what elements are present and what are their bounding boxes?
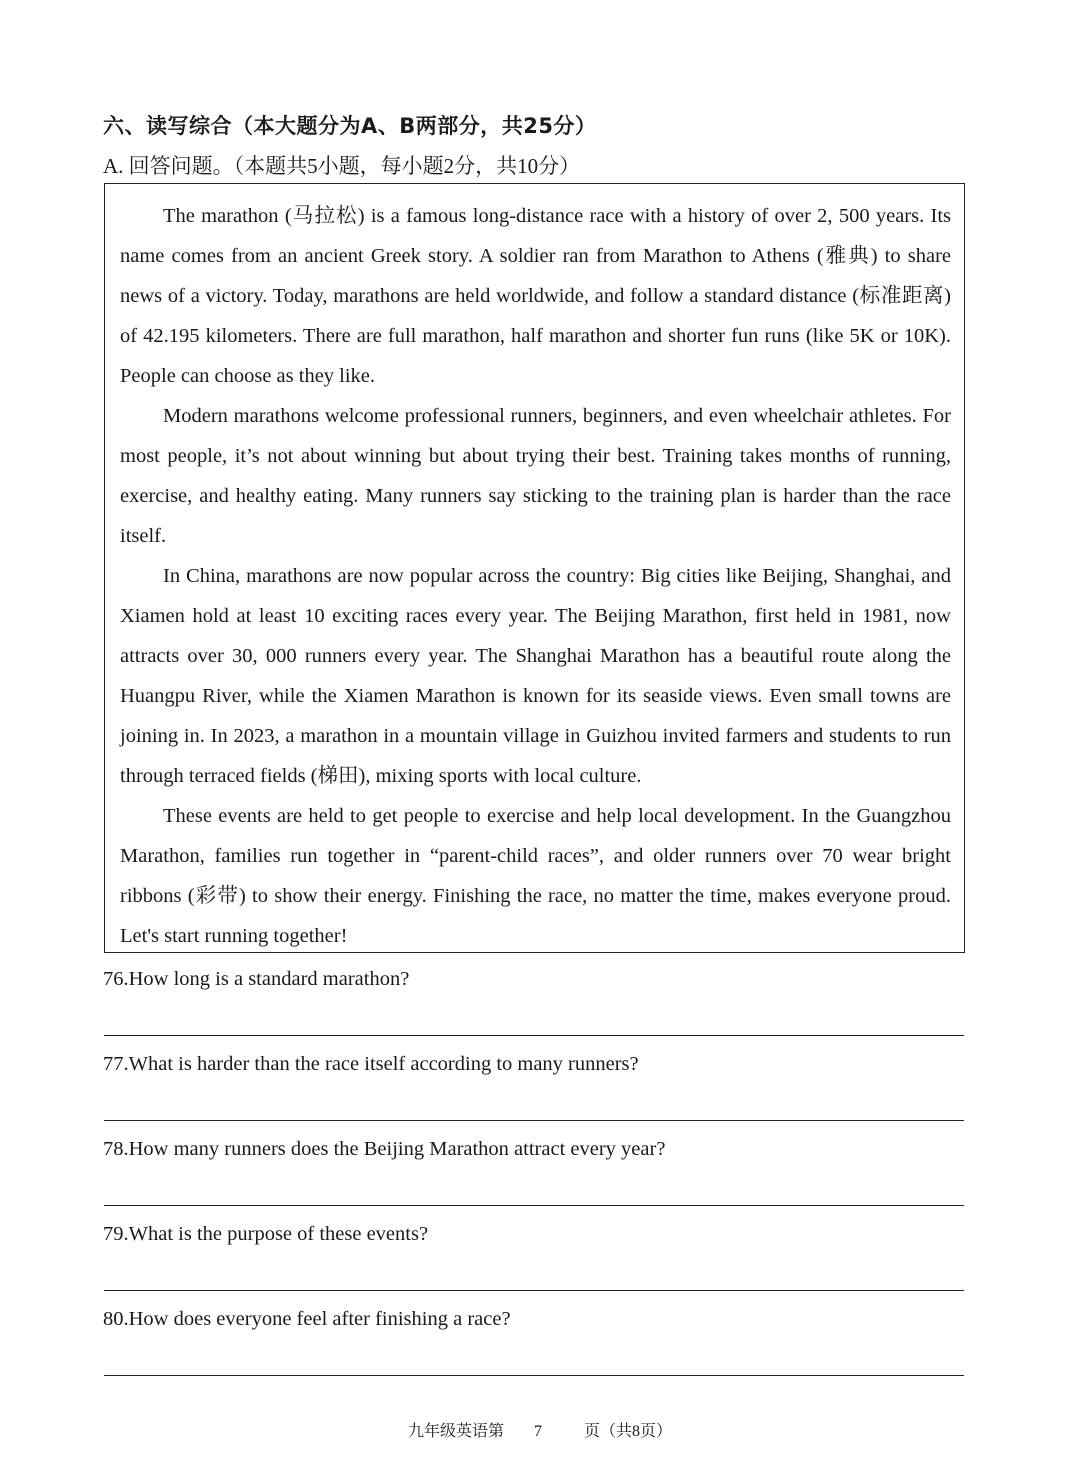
- part-a-instruction: A. 回答问题。（本题共5小题，每小题2分，共10分）: [103, 154, 581, 178]
- question-79: 79.What is the purpose of these events?: [103, 1223, 429, 1245]
- answer-line-80[interactable]: [104, 1375, 964, 1376]
- answer-line-77[interactable]: [104, 1120, 964, 1121]
- footer-page-number: 7: [534, 1423, 542, 1440]
- passage-paragraph-3: In China, marathons are now popular across the country: Big cities like Beijing, Shanghai, and Xiamen hold at least 10 exciting races every year. The Beijing Marathon, first held in 1981, now attracts over 30, 000 runners every year. The Shanghai Marathon has a beautiful route along the Huangpu River, while the Xiamen Marathon is known for its seaside views. Even small towns are joining in. In 2023, a marathon in a mountain village in Guizhou invited farmers and students to run through terraced fields (梯田), mixing sports with local culture.: [120, 565, 951, 787]
- section-title: 六、读写综合（本大题分为A、B两部分，共25分）: [103, 114, 597, 138]
- question-78: 78.How many runners does the Beijing Marathon attract every year?: [103, 1138, 666, 1160]
- footer-left-text: 九年级英语第: [407, 1423, 504, 1440]
- footer-right-text: 页（共8页）: [584, 1423, 673, 1440]
- reading-passage-box: [104, 183, 965, 953]
- question-80: 80.How does everyone feel after finishing a race?: [103, 1308, 511, 1330]
- page-footer: [0, 1418, 1080, 1441]
- passage-paragraph-4: These events are held to get people to exercise and help local development. In the Guangzhou Marathon, families run together in “parent-child races”, and older runners over 70 wear bright ribbons (彩带) to show their energy. Finishing the race, no matter the time, makes everyone proud. Let's start running together!: [120, 805, 951, 947]
- passage-paragraph-1: The marathon (马拉松) is a famous long-distance race with a history of over 2, 500 years. Its name comes from an ancient Greek story. A soldier ran from Marathon to Athens (雅典) to share news of a victory. Today, marathons are held worldwide, and follow a standard distance (标准距离) of 42.195 kilometers. There are full marathon, half marathon and shorter fun runs (like 5K or 10K). People can choose as they like.: [120, 205, 951, 387]
- answer-line-79[interactable]: [104, 1290, 964, 1291]
- answer-line-78[interactable]: [104, 1205, 964, 1206]
- answer-line-76[interactable]: [104, 1035, 964, 1036]
- question-77: 77.What is harder than the race itself according to many runners?: [103, 1053, 639, 1075]
- question-76: 76.How long is a standard marathon?: [103, 968, 410, 990]
- passage-paragraph-2: Modern marathons welcome professional runners, beginners, and even wheelchair athletes. For most people, it’s not about winning but about trying their best. Training takes months of running, exercise, and healthy eating. Many runners say sticking to the training plan is harder than the race itself.: [120, 405, 951, 547]
